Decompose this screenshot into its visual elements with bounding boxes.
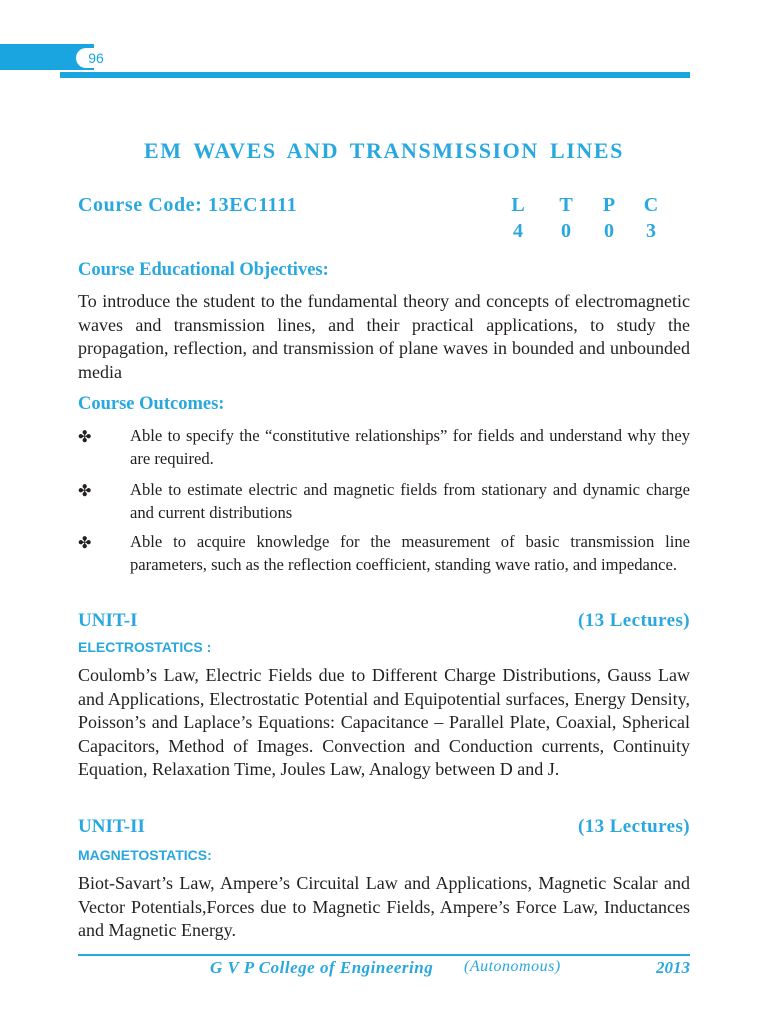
outcome-bullet-icon: ✤ [78, 429, 92, 446]
footer-autonomous: (Autonomous) [464, 958, 561, 975]
ltpc-header-c: C [643, 194, 659, 216]
footer-year: 2013 [656, 958, 690, 977]
footer-rule [78, 954, 690, 956]
ltpc-header-p: P [602, 194, 616, 216]
unit-1-subtitle: ELECTROSTATICS : [78, 639, 212, 655]
unit-1-lectures: (13 Lectures) [578, 610, 690, 631]
footer-college: G V P College of Engineering [210, 958, 434, 977]
outcome-item: Able to specify the “constitutive relationships” for fields and understand why they are required. [130, 426, 690, 468]
outcome-bullet-icon: ✤ [78, 535, 92, 552]
unit-1-text: Coulomb’s Law, Electric Fields due to Different Charge Distributions, Gauss Law and Applications, Electrostatic Potential and Equipotential surfaces, Energy Density, Poisson’s and Laplace’s Equations: Capacitance – Parallel Plate, Coaxial, Spherical Capacitors, Method of Images. Convection and Conduction currents, Continuity Equation, Relaxation Time, Joules Law, Analogy between D and J. [78, 665, 690, 780]
unit-2-text: Biot-Savart’s Law, Ampere’s Circuital Law and Applications, Magnetic Scalar and Vector Potentials,Forces due to Magnetic Fields, Ampere’s Force Law, Inductances and Magnetic Energy. [78, 873, 690, 941]
footer [78, 958, 690, 982]
ltpc-value-p: 0 [604, 220, 614, 242]
ltpc-header-l: L [511, 194, 525, 216]
ltpc-value-t: 0 [561, 220, 571, 242]
course-title: EM WAVES AND TRANSMISSION LINES [143, 138, 625, 163]
course-code: Course Code: 13EC1111 [78, 194, 298, 216]
objectives-heading: Course Educational Objectives: [78, 260, 329, 280]
objectives-text: To introduce the student to the fundamental theory and concepts of electromagnetic waves and transmission lines, and their practical applications, to study the propagation, reflection, and transmission of plane waves in bounded and unbounded media [78, 291, 690, 382]
outcomes-heading: Course Outcomes: [78, 394, 225, 414]
header-rule [60, 72, 690, 78]
ltpc-value-l: 4 [513, 220, 523, 242]
unit-1-title: UNIT-I [78, 610, 138, 631]
page-number: 96 [76, 48, 116, 68]
ltpc-value-c: 3 [646, 220, 656, 242]
unit-2-subtitle: MAGNETOSTATICS: [78, 847, 212, 863]
unit-2-lectures: (13 Lectures) [578, 816, 690, 837]
outcome-item: Able to acquire knowledge for the measurement of basic transmission line parameters, such as the reflection coefficient, standing wave ratio, and impedance. [130, 532, 690, 574]
outcome-item: Able to estimate electric and magnetic fields from stationary and dynamic charge and current distributions [130, 480, 690, 522]
ltpc-header-t: T [559, 194, 573, 216]
outcome-bullet-icon: ✤ [78, 483, 92, 500]
unit-2-title: UNIT-II [78, 816, 145, 837]
